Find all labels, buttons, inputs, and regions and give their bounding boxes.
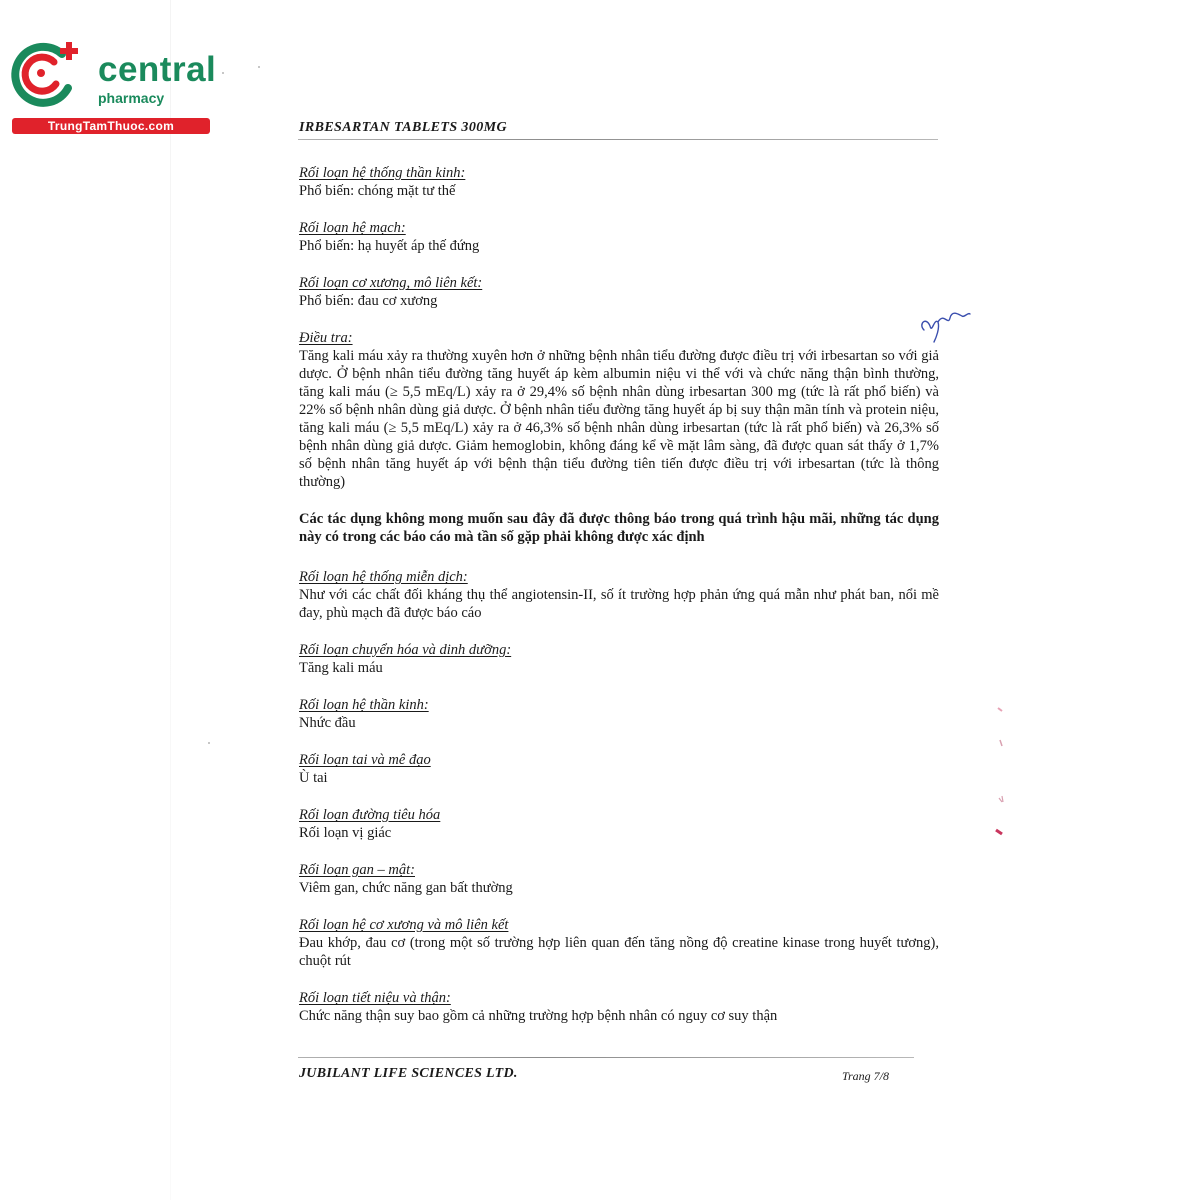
section-body: Như với các chất đối kháng thụ thể angiotensin-II, số ít trường hợp phản ứng quá mẫn như phát ban, nổi mề đay, phù mạch đã được báo cáo xyxy=(299,587,939,621)
section-heading: Rối loạn cơ xương, mô liên kết: xyxy=(299,275,483,291)
document-body xyxy=(299,164,939,1044)
section-renal xyxy=(299,989,939,1025)
section-heading: Rối loạn hệ mạch: xyxy=(299,220,406,236)
section-body: Tăng kali máu xyxy=(299,660,383,676)
page-number: Trang 7/8 xyxy=(842,1069,890,1083)
section-metabolism xyxy=(299,641,939,677)
header-rule xyxy=(298,139,938,140)
section-heading: Rối loạn chuyển hóa và dinh dưỡng: xyxy=(299,642,512,658)
section-ear xyxy=(299,751,939,787)
section-body: Viêm gan, chức năng gan bất thường xyxy=(299,880,513,896)
footer-rule xyxy=(298,1057,914,1058)
logo-site-url[interactable]: TrungTamThuoc.com xyxy=(12,118,210,134)
logo-brand-text: central xyxy=(98,50,217,89)
central-pharmacy-logo[interactable] xyxy=(10,38,220,138)
section-musculoskeletal-connective xyxy=(299,916,939,970)
section-heading: Rối loạn tai và mê đạo xyxy=(299,752,431,768)
scan-edge xyxy=(170,0,171,1200)
section-hepatobiliary xyxy=(299,861,939,897)
section-body: Tăng kali máu xảy ra thường xuyên hơn ở những bệnh nhân tiểu đường được điều trị với irbesartan so với giả dược. Ở bệnh nhân tiểu đường tăng huyết áp kèm albumin niệu vi thể với và chức năng thận bình thường, tăng kali máu (≥ 5,5 mEq/L) xảy ra ở 29,4% số bệnh nhân dùng irbesartan 300 mg (tức là rất phổ biến) và 22% số bệnh nhân dùng giả dược. Ở bệnh nhân tiểu đường tăng huyết áp bị suy thận mãn tính và protein niệu, tăng kali máu (≥ 5,5 mEq/L) xảy ra ở 46,3% số bệnh nhân dùng irbesartan (tức là rất phổ biến) và 26,3% số bệnh nhân dùng giả dược. Giảm hemoglobin, không đáng kể về mặt lâm sàng, đã được quan sát thấy ở 1,7% số bệnh nhân tăng huyết áp với bệnh thận tiểu đường tiên tiến được điều trị với irbesartan (tức là thông thường) xyxy=(299,348,939,490)
footer-company: JUBILANT LIFE SCIENCES LTD. xyxy=(299,1066,518,1081)
scan-margin-marks xyxy=(990,700,1010,850)
section-body: Phổ biến: chóng mặt tư thế xyxy=(299,183,456,199)
section-body: Phổ biến: đau cơ xương xyxy=(299,293,438,309)
scan-speck xyxy=(222,72,224,74)
section-body: Đau khớp, đau cơ (trong một số trường hợp liên quan đến tăng nồng độ creatine kinase trong huyết tương), chuột rút xyxy=(299,935,939,969)
section-investigations xyxy=(299,329,939,491)
section-vascular xyxy=(299,219,939,255)
scan-speck xyxy=(208,742,210,744)
section-heading: Rối loạn đường tiêu hóa xyxy=(299,807,441,823)
section-body: Phổ biến: hạ huyết áp thế đứng xyxy=(299,238,480,254)
logo-sub-text: pharmacy xyxy=(98,90,165,106)
section-body: Nhức đầu xyxy=(299,715,356,731)
section-body: Rối loạn vị giác xyxy=(299,825,392,841)
section-heading: Rối loạn hệ thần kinh: xyxy=(299,697,429,713)
section-heading: Rối loạn hệ thống miễn dịch: xyxy=(299,569,468,585)
section-body: Chức năng thận suy bao gồm cả những trường hợp bệnh nhân có nguy cơ suy thận xyxy=(299,1008,778,1024)
scan-speck xyxy=(258,66,260,68)
handwritten-initials xyxy=(916,304,976,344)
section-heading: Rối loạn hệ thống thần kinh: xyxy=(299,165,466,181)
section-heading: Rối loạn gan – mật: xyxy=(299,862,415,878)
section-nervous-system xyxy=(299,164,939,200)
section-musculoskeletal xyxy=(299,274,939,310)
section-heading: Điều tra: xyxy=(299,330,353,346)
section-gastrointestinal xyxy=(299,806,939,842)
post-marketing-notice: Các tác dụng không mong muốn sau đây đã được thông báo trong quá trình hậu mãi, những tác dụng này có trong các báo cáo mà tần số gặp phải không được xác định xyxy=(299,511,939,545)
section-immune-system xyxy=(299,568,939,622)
section-nervous xyxy=(299,696,939,732)
document-title: IRBESARTAN TABLETS 300MG xyxy=(299,120,507,135)
section-heading: Rối loạn hệ cơ xương và mô liên kết xyxy=(299,917,509,933)
central-logo-mark-icon xyxy=(10,40,90,108)
section-heading: Rối loạn tiết niệu và thận: xyxy=(299,990,451,1006)
section-body: Ù tai xyxy=(299,770,328,786)
